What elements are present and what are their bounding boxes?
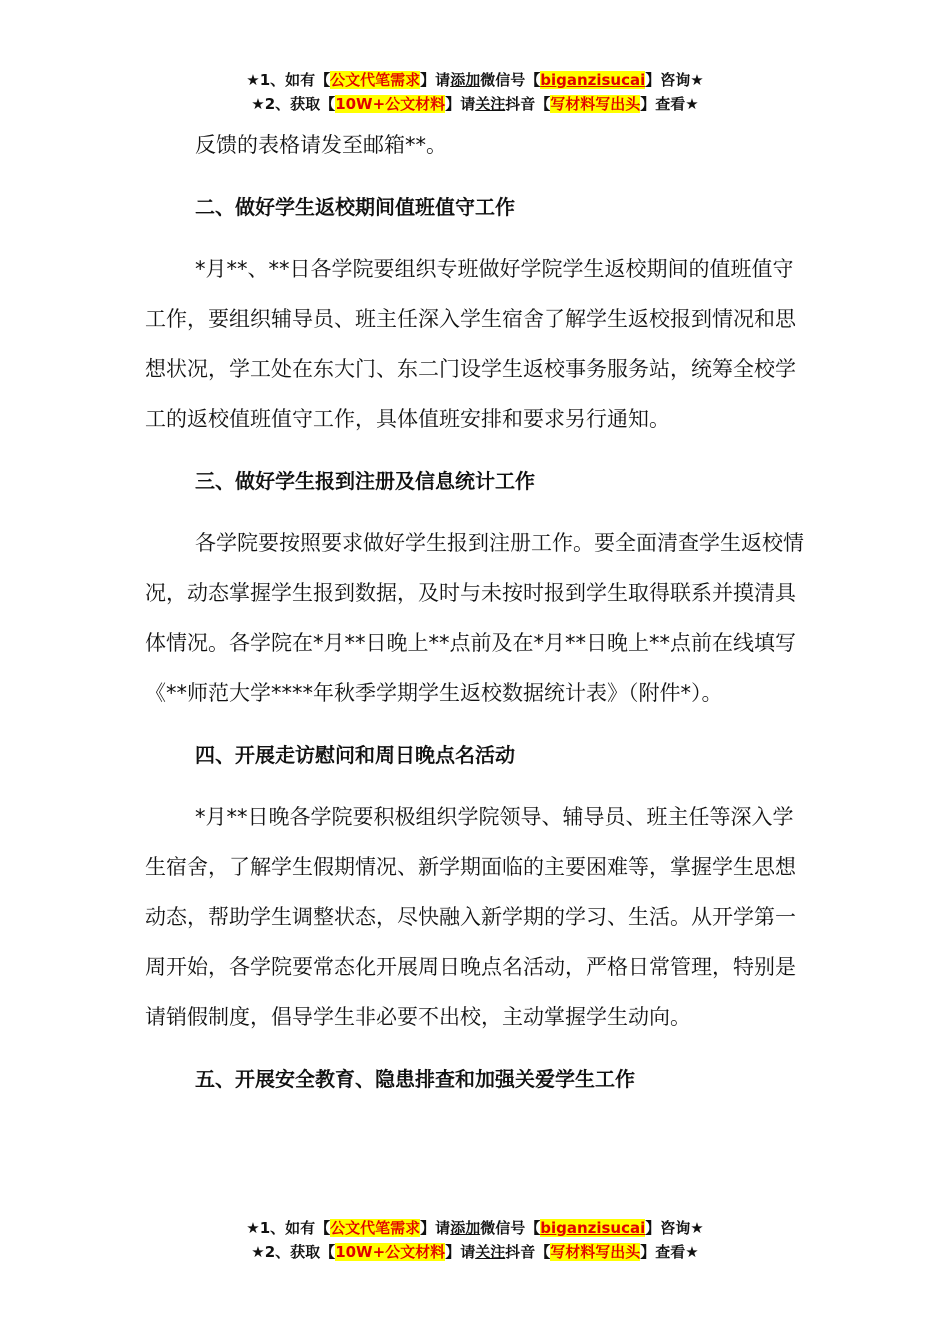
- paragraph: 反馈的表格请发至邮箱**。: [195, 133, 447, 157]
- promo-text: 】请: [445, 1243, 476, 1261]
- paragraph: 各学院要按照要求做好学生报到注册工作。要全面清查学生返校情况，动态掌握学生报到数据，及时与未按时报到学生取得联系并摸清具体情况。各学院在*月**日晚上**点前及在*月**日晚上**点前在线填写《**师范大学****年秋季学期学生返校数据统计表》（附件*）。: [145, 531, 804, 705]
- section-heading: 五、开展安全教育、隐患排查和加强关爱学生工作: [195, 1067, 635, 1091]
- promo-text: ★1、如有【: [246, 71, 331, 89]
- promo-highlight: 10W+公文材料: [335, 1243, 446, 1261]
- promo-highlight: 10W+公文材料: [335, 95, 446, 113]
- promo-text: 】查看★: [640, 1243, 699, 1261]
- promo-text: 】请: [445, 95, 476, 113]
- section-heading: 三、做好学生报到注册及信息统计工作: [195, 469, 535, 493]
- promo-line-1: [0, 68, 950, 92]
- promo-highlight: 写材料写出头: [550, 1243, 641, 1261]
- promo-text: 抖音【: [505, 95, 551, 113]
- promo-text: ★1、如有【: [246, 1219, 331, 1237]
- promo-highlight: 公文代笔需求: [330, 1219, 421, 1237]
- promo-text: 】咨询★: [645, 71, 704, 89]
- document-body: [145, 120, 810, 1116]
- promo-text: ★2、获取【: [251, 1243, 336, 1261]
- promo-line-1: [0, 1216, 950, 1240]
- promo-underlined-text: 添加: [450, 1219, 481, 1237]
- promo-text: 微信号【: [480, 1219, 541, 1237]
- promo-banner-top: [0, 68, 950, 116]
- promo-text: 】查看★: [640, 95, 699, 113]
- wechat-id-link[interactable]: biganzisucai: [540, 71, 646, 89]
- promo-text: 】请: [420, 71, 451, 89]
- promo-text: 抖音【: [505, 1243, 551, 1261]
- paragraph: *月**、**日各学院要组织专班做好学院学生返校期间的值班值守工作，要组织辅导员、班主任深入学生宿舍了解学生返校报到情况和思想状况，学工处在东大门、东二门设学生返校事务服务站，统筹全校学工的返校值班值守工作，具体值班安排和要求另行通知。: [145, 257, 796, 431]
- section-heading: 二、做好学生返校期间值班值守工作: [195, 195, 515, 219]
- promo-text: 】咨询★: [645, 1219, 704, 1237]
- promo-text: 】请: [420, 1219, 451, 1237]
- promo-underlined-text: 关注: [475, 1243, 506, 1261]
- promo-line-2: [0, 92, 950, 116]
- section-heading: 四、开展走访慰问和周日晚点名活动: [195, 743, 515, 767]
- promo-underlined-text: 添加: [450, 71, 481, 89]
- promo-text: ★2、获取【: [251, 95, 336, 113]
- promo-highlight: 写材料写出头: [550, 95, 641, 113]
- promo-text: 微信号【: [480, 71, 541, 89]
- promo-line-2: [0, 1240, 950, 1264]
- wechat-id-link[interactable]: biganzisucai: [540, 1219, 646, 1237]
- promo-banner-bottom: [0, 1216, 950, 1264]
- promo-highlight: 公文代笔需求: [330, 71, 421, 89]
- paragraph: *月**日晚各学院要积极组织学院领导、辅导员、班主任等深入学生宿舍，了解学生假期情况、新学期面临的主要困难等，掌握学生思想动态，帮助学生调整状态，尽快融入新学期的学习、生活。从开学第一周开始，各学院要常态化开展周日晚点名活动，严格日常管理，特别是请销假制度，倡导学生非必要不出校，主动掌握学生动向。: [145, 805, 796, 1029]
- promo-underlined-text: 关注: [475, 95, 506, 113]
